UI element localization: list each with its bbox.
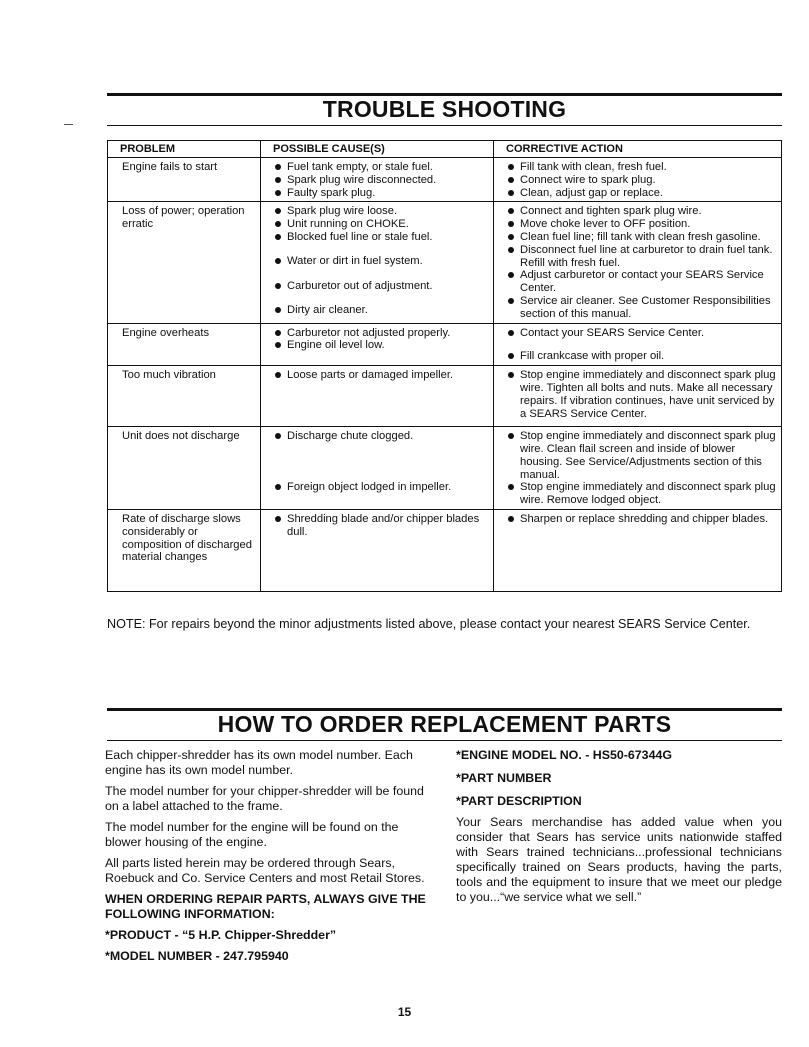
problem-cell: Engine overheats <box>108 323 261 366</box>
action-item: Connect and tighten spark plug wire. <box>508 205 777 218</box>
action-item: Clean, adjust gap or replace. <box>508 187 777 200</box>
cause-item: Foreign object lodged in impeller. <box>275 481 489 494</box>
problem-cell: Rate of discharge slows considerably or composition of discharged material changes <box>108 509 261 591</box>
action-cell <box>494 323 782 366</box>
action-cell <box>494 158 782 202</box>
header-corrective-action: CORRECTIVE ACTION <box>494 141 782 158</box>
cause-cell <box>261 202 494 323</box>
cause-cell <box>261 366 494 427</box>
model-number-line: *MODEL NUMBER - 247.795940 <box>105 949 289 963</box>
order-title-rule-bottom <box>107 740 782 741</box>
cause-item: Shredding blade and/or chipper blades dull. <box>275 513 489 539</box>
cause-item: Spark plug wire disconnected. <box>275 174 489 187</box>
table-row <box>108 158 782 202</box>
action-item: Disconnect fuel line at carburetor to drain fuel tank. Refill with fresh fuel. <box>508 244 777 270</box>
title-rule-bottom <box>107 125 782 126</box>
cause-item: Fuel tank empty, or stale fuel. <box>275 161 489 174</box>
margin-mark <box>64 124 73 125</box>
cause-cell <box>261 509 494 591</box>
order-paragraph: All parts listed herein may be ordered through Sears, Roebuck and Co. Service Centers and most Retail Stores. <box>105 856 425 885</box>
header-problem: PROBLEM <box>108 141 261 158</box>
action-cell <box>494 366 782 427</box>
table-row <box>108 202 782 323</box>
trouble-shooting-table <box>107 140 782 592</box>
action-item: Stop engine immediately and disconnect spark plug wire. Remove lodged object. <box>508 481 777 507</box>
table-row <box>108 366 782 427</box>
problem-cell: Engine fails to start <box>108 158 261 202</box>
action-item: Sharpen or replace shredding and chipper blades. <box>508 513 777 526</box>
action-item: Clean fuel line; fill tank with clean fresh gasoline. <box>508 231 777 244</box>
order-right-column <box>456 748 782 911</box>
cause-item: Water or dirt in fuel system. <box>275 255 489 268</box>
cause-item: Blocked fuel line or stale fuel. <box>275 231 489 244</box>
problem-cell: Unit does not discharge <box>108 427 261 510</box>
action-item: Stop engine immediately and disconnect spark plug wire. Tighten all bolts and nuts. Make all necessary repairs. If vibration continues, have unit serviced by a SEARS Service Center. <box>508 369 777 420</box>
cause-item: Carburetor out of adjustment. <box>275 280 489 293</box>
action-item: Move choke lever to OFF position. <box>508 218 777 231</box>
engine-model-line: *ENGINE MODEL NO. - HS50-67344G <box>456 748 672 762</box>
action-cell <box>494 509 782 591</box>
action-item: Connect wire to spark plug. <box>508 174 777 187</box>
problem-cell: Loss of power; operation erratic <box>108 202 261 323</box>
order-paragraph: Each chipper-shredder has its own model number. Each engine has its own model number. <box>105 748 413 777</box>
action-cell <box>494 427 782 510</box>
order-paragraph: The model number for your chipper-shredder will be found on a label attached to the frame. <box>105 784 424 813</box>
cause-item: Unit running on CHOKE. <box>275 218 489 231</box>
cause-cell <box>261 427 494 510</box>
problem-cell: Too much vibration <box>108 366 261 427</box>
cause-item: Dirty air cleaner. <box>275 304 489 317</box>
order-left-column <box>105 748 437 970</box>
action-item: Contact your SEARS Service Center. <box>508 327 777 340</box>
part-number-line: *PART NUMBER <box>456 771 552 785</box>
cause-cell <box>261 158 494 202</box>
cause-item: Spark plug wire loose. <box>275 205 489 218</box>
table-row <box>108 323 782 366</box>
part-description-line: *PART DESCRIPTION <box>456 794 582 808</box>
table-row <box>108 427 782 510</box>
cause-cell <box>261 323 494 366</box>
page-number: 15 <box>397 1005 412 1019</box>
action-item: Fill crankcase with proper oil. <box>508 350 777 363</box>
order-parts-title: HOW TO ORDER REPLACEMENT PARTS <box>217 711 672 737</box>
action-item: Service air cleaner. See Customer Responsibilities section of this manual. <box>508 295 777 321</box>
header-possible-causes: POSSIBLE CAUSE(S) <box>261 141 494 158</box>
cause-item: Engine oil level low. <box>275 339 489 352</box>
table-row <box>108 509 782 591</box>
when-ordering-heading: WHEN ORDERING REPAIR PARTS, ALWAYS GIVE THE FOLLOWING INFORMATION: <box>105 892 426 921</box>
trouble-shooting-title: TROUBLE SHOOTING <box>322 96 567 122</box>
cause-item: Faulty spark plug. <box>275 187 489 200</box>
sears-value-paragraph: Your Sears merchandise has added value when you consider that Sears has service units nationwide staffed with Sears trained technicians...professional technicians specifically trained on Sears products, having the parts, tools and the equipment to insure that we meet our pledge to you...“we service what we sell.” <box>456 815 782 904</box>
table-header-row <box>108 141 782 158</box>
cause-item: Discharge chute clogged. <box>275 430 489 443</box>
action-item: Fill tank with clean, fresh fuel. <box>508 161 777 174</box>
action-item: Stop engine immediately and disconnect spark plug wire. Clean flail screen and inside of blower housing. See Service/Adjustments section of this manual. <box>508 430 777 481</box>
repair-note: NOTE: For repairs beyond the minor adjustments listed above, please contact your nearest SEARS Service Center. <box>107 617 751 631</box>
cause-item: Carburetor not adjusted properly. <box>275 327 489 340</box>
order-paragraph: The model number for the engine will be found on the blower housing of the engine. <box>105 820 399 849</box>
action-cell <box>494 202 782 323</box>
product-line: *PRODUCT - “5 H.P. Chipper-Shredder” <box>105 928 337 942</box>
cause-item: Loose parts or damaged impeller. <box>275 369 489 382</box>
action-item: Adjust carburetor or contact your SEARS Service Center. <box>508 269 777 295</box>
